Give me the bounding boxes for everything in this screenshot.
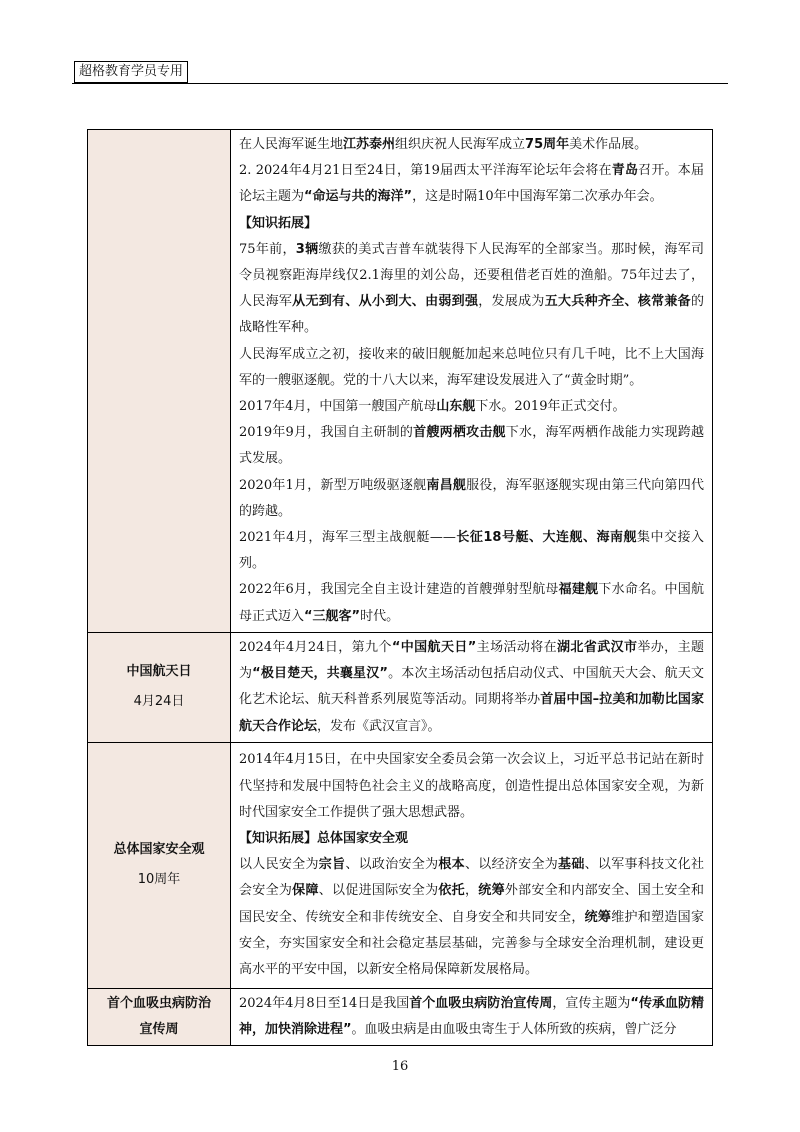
emphasis-text: 长征18号艇、大连舰、海南舰 (455, 530, 637, 546)
emphasis-text: 保障 (292, 883, 319, 899)
emphasis-text: 山东舰 (436, 399, 476, 415)
emphasis-text: 青岛 (611, 163, 639, 179)
text-run: 在人民海军诞生地 (239, 137, 344, 152)
text-run: 下水命名。中国航母正式迈入 (239, 582, 704, 624)
emphasis-text: 首个血吸虫病防治宣传周 (409, 995, 553, 1011)
paragraph (239, 635, 704, 740)
text-run: 、以政治安全为 (345, 857, 439, 873)
text-run: 时代。 (360, 608, 400, 624)
text-run: 2022年6月，我国完全自主设计建造的首艘弹射型航母 (239, 582, 559, 598)
table-row (88, 130, 713, 633)
text-run: 维护和塑造国家安全，夯实国家安全和社会稳定基层基础，完善参与全球安全治理机制，建设更高水平的平安中国，以新安全格局保障新发展格局。 (239, 909, 704, 978)
text-run: 75年前， (239, 241, 296, 257)
paragraph (239, 211, 704, 237)
emphasis-text: “传承血防精神，加快消除进程” (239, 995, 704, 1038)
row-label-date: 10周年 (137, 872, 181, 888)
paragraph (239, 577, 704, 629)
emphasis-text: 从无到有、从小到大、由弱到强 (292, 294, 479, 310)
text-run: 服役，海军驱逐舰实现由第三代向第四代的跨越。 (239, 477, 704, 519)
text-run: 2019年9月，我国自主研制的 (239, 425, 414, 441)
text-run: 2014年4月15日，在中央国家安全委员会第一次会议上，习近平总书记站在新时代坚持和发展中国特色社会主义的战略高度，创造性提出总体国家安全观，为新时代国家安全工作提供了强大思想武器。 (239, 752, 704, 820)
paragraph (239, 342, 704, 394)
text-run: 的战略性军种。 (239, 294, 704, 336)
header-tag: 超格教育学员专用 (74, 61, 188, 83)
emphasis-text: 根本 (438, 857, 465, 873)
emphasis-text: “极目楚天，共襄星汉” (252, 666, 388, 682)
row-label-cell (88, 988, 231, 1045)
text-run: 缴获的美式吉普车就装得下人民海军的全部家当。那时候，海军司令员视察距海岸线仅2.1海里的刘公岛，还要租借老百姓的渔船。75年过去了，人民海军 (239, 241, 704, 310)
paragraph (239, 826, 704, 852)
text-run: 2021年4月，海军三型主战舰艇—— (239, 530, 456, 546)
header-divider (72, 83, 728, 84)
text-run: 2017年4月，中国第一艘国产航母 (239, 399, 437, 415)
text-run: 组织庆祝人民海军成立 (395, 137, 526, 152)
text-run: 2024年4月24日，第九个 (239, 639, 392, 655)
emphasis-text: 【知识拓展】 (239, 215, 318, 231)
emphasis-text: 湖北省武汉市 (557, 639, 638, 655)
text-run: ，宣传主题为 (552, 995, 631, 1011)
text-run: ， (464, 883, 479, 899)
table-row (88, 742, 713, 988)
text-run: 外部安全和内部安全、国土安全和国民安全、传统安全和非传统安全、自身安全和共同安全， (239, 883, 704, 925)
row-label-title: 总体国家安全观 (113, 842, 205, 858)
text-run: 主场活动将在 (476, 639, 558, 655)
emphasis-text: 首艘两栖攻击舰 (413, 425, 506, 441)
row-content-cell (231, 632, 713, 742)
row-label-cell (88, 742, 231, 988)
text-run: ，这是时隔10年中国海军第二次承办年会。 (412, 189, 663, 205)
paragraph (239, 237, 704, 342)
text-run: 人民海军成立之初，接收来的破旧舰艇加起来总吨位只有几千吨，比不上大国海军的一艘驱逐舰。党的十八大以来，海军建设发展进入了“黄金时期”。 (239, 346, 704, 388)
emphasis-text: 75周年 (525, 137, 570, 152)
emphasis-text: “命运与共的海洋” (304, 189, 413, 205)
row-label-date: 4月24日 (133, 694, 185, 710)
text-run: 。血吸虫病是由血吸虫寄生于人体所致的疾病，曾广泛分 (351, 1022, 677, 1038)
text-run: 下水，海军两栖作战能力实现跨越式发展。 (239, 425, 704, 467)
emphasis-text: 基础 (558, 857, 585, 873)
row-content-cell (231, 988, 713, 1045)
text-run: 集中交接入列。 (239, 530, 704, 572)
emphasis-text: 宗旨 (318, 857, 346, 873)
emphasis-text: 【知识拓展】总体国家安全观 (239, 831, 409, 847)
row-label-cell (88, 632, 231, 742)
emphasis-text: 五大兵种齐全、核常兼备 (544, 294, 691, 310)
paragraph (239, 394, 704, 420)
emphasis-text: 统筹 (584, 909, 612, 925)
row-content-cell (231, 742, 713, 988)
text-run: 召开。本届论坛主题为 (239, 163, 704, 205)
text-run: 。本次主场活动包括启动仪式、中国航天大会、航天文化艺术论坛、航天科普系列展览等活动。同期将举办 (239, 666, 704, 708)
paragraph (239, 420, 704, 472)
text-run: 、以促进国际安全为 (318, 883, 439, 899)
paragraph (239, 852, 704, 983)
table-row (88, 632, 713, 742)
emphasis-text: 3辆 (295, 241, 319, 257)
row-label-title: 首个血吸虫病防治宣传周 (106, 996, 211, 1038)
paragraph (239, 132, 704, 158)
text-run: 举办，主题为 (239, 639, 704, 682)
paragraph (239, 525, 704, 577)
emphasis-text: 统筹 (478, 883, 505, 899)
emphasis-text: 首届中国–拉美和加勒比国家航天合作论坛 (239, 692, 704, 734)
text-run: 美术作品展。 (569, 137, 648, 152)
text-run: 2. 2024年4月21日至24日，第19届西太平洋海军论坛年会将在 (239, 163, 612, 179)
paragraph (239, 991, 704, 1043)
paragraph (239, 473, 704, 525)
emphasis-text: “中国航天日” (391, 639, 477, 655)
text-run: ，发展成为 (478, 294, 545, 310)
row-label-cell (88, 130, 231, 633)
page-number: 16 (391, 1059, 409, 1074)
row-label-title: 中国航天日 (126, 664, 192, 680)
table-row (88, 988, 713, 1045)
text-run: 2024年4月8日至14日是我国 (239, 995, 410, 1011)
text-run: 以人民安全为 (239, 857, 319, 873)
paragraph (239, 747, 704, 826)
text-run: 下水。2019年正式交付。 (475, 399, 626, 415)
row-content-cell (231, 130, 713, 633)
emphasis-text: 依托 (438, 883, 465, 899)
text-run: ，发布《武汉宣言》。 (317, 718, 441, 734)
paragraph (239, 158, 704, 210)
text-run: 2020年1月，新型万吨级驱逐舰 (239, 477, 427, 493)
text-run: 、以军事科技文化社会安全为 (239, 857, 704, 899)
emphasis-text: 江苏泰州 (343, 137, 396, 152)
emphasis-text: “三舰客” (304, 608, 361, 624)
emphasis-text: 南昌舰 (426, 477, 467, 493)
content-table (87, 129, 713, 1046)
emphasis-text: 福建舰 (558, 582, 599, 598)
text-run: 、以经济安全为 (464, 857, 559, 873)
